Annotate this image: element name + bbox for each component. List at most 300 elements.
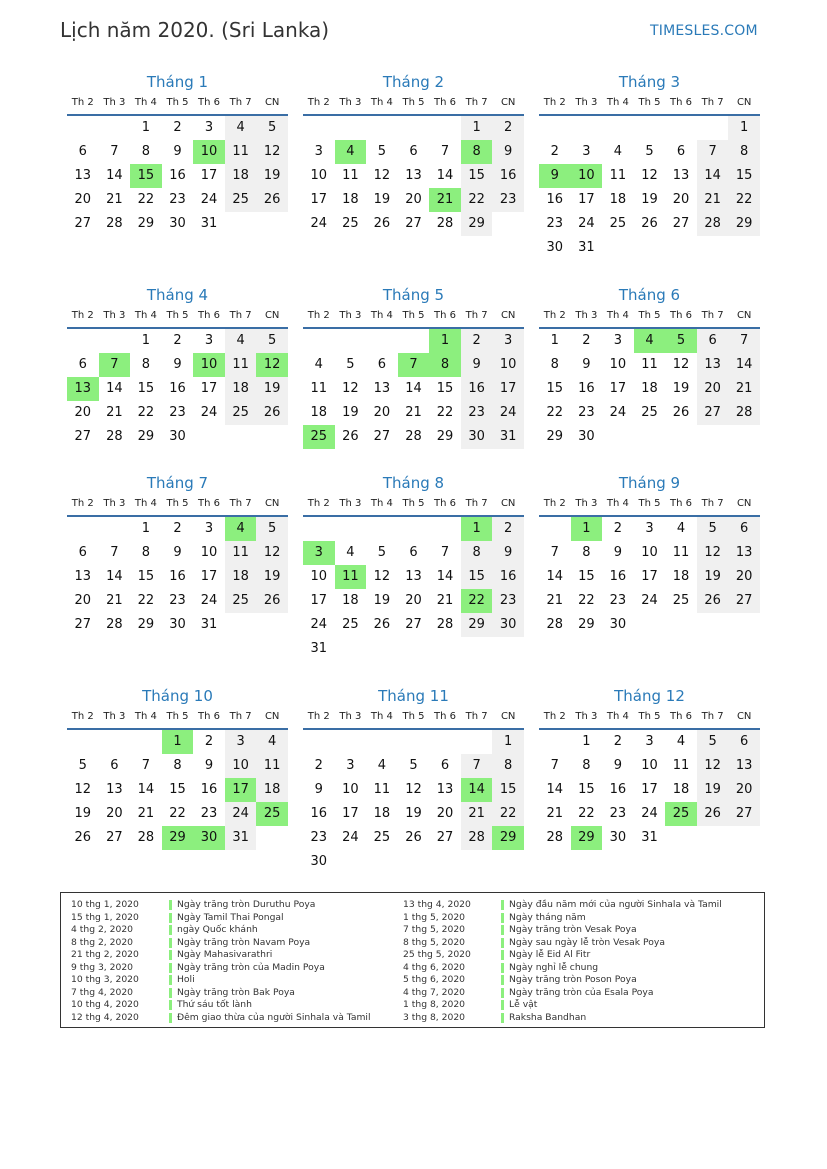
weekday-label: CN (264, 498, 280, 509)
holiday-day-cell: 8 (429, 353, 461, 377)
day-cell: 10 (641, 758, 658, 773)
weekday-label: Th 6 (670, 97, 693, 108)
day-cell: 5 (346, 357, 355, 372)
legend-date: 7 thg 4, 2020 (71, 986, 134, 998)
legend-item (403, 912, 758, 925)
month-title: Tháng 2 (382, 73, 445, 91)
day-cell: 6 (78, 144, 87, 159)
day-cell: 2 (204, 734, 214, 749)
day-cell: 5 (377, 144, 387, 159)
weekday-label: Th 7 (701, 498, 724, 509)
day-cell: 15 (546, 381, 564, 396)
day-cell: 27 (405, 617, 422, 632)
weekday-label: Th 6 (434, 310, 457, 321)
legend-color-swatch (501, 963, 504, 973)
month-block (303, 471, 524, 661)
legend-date: 4 thg 7, 2020 (403, 986, 466, 998)
weekday-label: Th 7 (465, 310, 488, 321)
day-cell: 16 (609, 569, 627, 584)
day-cell: 23 (169, 405, 186, 420)
day-cell: 26 (672, 405, 690, 420)
day-cell: 2 (173, 521, 182, 536)
day-cell: 21 (546, 806, 564, 821)
day-cell: 17 (200, 168, 218, 183)
legend-color-swatch (501, 950, 504, 960)
weekday-label: Th 5 (402, 97, 425, 108)
weekday-label: Th 3 (339, 97, 362, 108)
month-block (67, 283, 288, 473)
legend-holiday-name: ngày Quốc khánh (177, 924, 258, 935)
day-cell: 3 (613, 333, 623, 348)
day-cell: 20 (728, 565, 760, 589)
day-cell: 20 (74, 192, 92, 207)
weekday-label: Th 7 (465, 97, 488, 108)
weekday-label: Th 2 (71, 498, 94, 509)
day-cell: 30 (310, 854, 328, 869)
day-cell: 23 (169, 192, 186, 207)
holiday-day-cell: 22 (461, 589, 493, 613)
weekday-label: Th 3 (339, 498, 362, 509)
weekday-label: Th 3 (339, 711, 362, 722)
day-cell: 8 (141, 357, 151, 372)
month-title: Tháng 5 (382, 286, 445, 304)
weekday-label: Th 5 (402, 498, 425, 509)
day-cell: 17 (310, 593, 328, 608)
day-cell: 6 (728, 517, 760, 541)
weekday-header (67, 307, 288, 329)
day-cell: 8 (492, 754, 524, 778)
legend-holiday-name: Holi (177, 974, 195, 985)
weekday-label: Th 6 (198, 310, 221, 321)
weekday-label: Th 4 (370, 97, 393, 108)
day-cell: 22 (137, 192, 155, 207)
legend-date: 4 thg 6, 2020 (403, 961, 466, 973)
day-cell: 2 (173, 333, 182, 348)
holiday-day-cell: 25 (303, 425, 335, 449)
day-cell: 2 (550, 144, 559, 159)
day-cell: 4 (225, 116, 257, 140)
legend-holiday-name: Đêm giao thừa của người Sinhala và Tamil (177, 1011, 371, 1023)
day-grid (303, 517, 524, 661)
month-block (539, 471, 760, 661)
day-cell: 18 (672, 569, 690, 584)
legend-item (71, 987, 401, 1000)
day-cell: 24 (578, 216, 595, 231)
legend-color-swatch (501, 1000, 504, 1010)
day-cell: 9 (582, 357, 591, 372)
day-cell: 31 (200, 617, 218, 632)
day-cell: 8 (461, 541, 493, 565)
day-cell: 22 (137, 405, 155, 420)
weekday-label: Th 3 (103, 97, 126, 108)
holiday-day-cell: 14 (461, 778, 493, 802)
day-cell: 21 (405, 405, 422, 420)
weekday-label: Th 6 (670, 711, 693, 722)
day-cell: 31 (641, 830, 658, 845)
weekday-label: CN (736, 498, 752, 509)
day-cell: 20 (106, 806, 123, 821)
legend-date: 1 thg 5, 2020 (403, 911, 466, 923)
day-cell: 4 (676, 521, 686, 536)
day-cell: 20 (74, 405, 92, 420)
day-cell: 22 (436, 405, 454, 420)
day-cell: 28 (106, 617, 123, 632)
weekday-label: Th 7 (229, 498, 252, 509)
day-cell: 24 (310, 216, 328, 231)
weekday-header (303, 495, 524, 517)
day-cell: 19 (697, 778, 729, 802)
day-cell: 27 (405, 216, 422, 231)
weekday-label: Th 4 (606, 310, 629, 321)
day-cell: 8 (141, 545, 151, 560)
day-grid (67, 517, 288, 661)
day-cell: 14 (106, 168, 123, 183)
day-cell: 24 (200, 192, 218, 207)
day-cell: 7 (728, 329, 760, 353)
holiday-day-cell: 1 (461, 517, 493, 541)
month-block (303, 283, 524, 473)
weekday-label: Th 4 (134, 310, 157, 321)
legend-color-swatch (169, 925, 172, 935)
day-cell: 21 (106, 192, 123, 207)
weekday-label: Th 4 (134, 97, 157, 108)
day-cell: 9 (461, 353, 493, 377)
day-cell: 22 (492, 802, 524, 826)
weekday-label: CN (500, 97, 516, 108)
day-cell: 16 (169, 168, 186, 183)
day-cell: 8 (173, 758, 182, 773)
weekday-label: Th 4 (134, 498, 157, 509)
day-cell: 13 (728, 541, 760, 565)
legend-item (403, 987, 758, 1000)
holiday-day-cell: 25 (256, 802, 288, 826)
legend-color-swatch (169, 938, 172, 948)
day-cell: 13 (697, 353, 729, 377)
day-cell: 3 (346, 758, 355, 773)
weekday-header (539, 495, 760, 517)
day-cell: 21 (461, 802, 493, 826)
weekday-label: CN (500, 498, 516, 509)
day-cell: 21 (728, 377, 760, 401)
legend-date: 15 thg 1, 2020 (71, 911, 139, 923)
day-cell: 16 (609, 782, 627, 797)
weekday-label: Th 4 (370, 498, 393, 509)
legend-item (71, 999, 401, 1012)
site-link[interactable]: TIMESLES.COM (650, 23, 758, 39)
month-block (67, 684, 288, 874)
day-cell: 30 (461, 425, 493, 449)
legend-color-swatch (169, 1000, 172, 1010)
weekday-label: CN (264, 97, 280, 108)
day-cell: 28 (436, 216, 454, 231)
day-cell: 22 (461, 188, 493, 212)
day-cell: 6 (78, 357, 87, 372)
day-cell: 18 (225, 164, 257, 188)
day-cell: 14 (436, 569, 454, 584)
day-cell: 11 (225, 353, 257, 377)
weekday-header (303, 307, 524, 329)
day-cell: 27 (672, 216, 690, 231)
day-cell: 21 (106, 405, 123, 420)
day-cell: 24 (225, 802, 257, 826)
legend-item (71, 937, 401, 950)
holiday-day-cell: 30 (193, 826, 225, 850)
weekday-header (67, 94, 288, 116)
weekday-label: Th 7 (229, 97, 252, 108)
day-cell: 12 (256, 140, 288, 164)
legend-holiday-name: Ngày đầu năm mới của người Sinhala và Tamil (509, 899, 722, 910)
month-title: Tháng 6 (618, 286, 681, 304)
weekday-label: Th 6 (434, 711, 457, 722)
weekday-label: Th 6 (670, 498, 693, 509)
holiday-day-cell: 25 (665, 802, 697, 826)
holiday-day-cell: 3 (303, 541, 335, 565)
day-cell: 24 (492, 401, 524, 425)
weekday-label: CN (500, 310, 516, 321)
day-cell: 20 (728, 778, 760, 802)
day-cell: 3 (314, 144, 323, 159)
month-block (539, 283, 760, 473)
day-cell: 11 (641, 357, 658, 372)
legend-holiday-name: Ngày lễ Eid Al Fitr (509, 949, 591, 960)
weekday-label: CN (736, 97, 752, 108)
day-cell: 2 (582, 333, 591, 348)
day-cell: 4 (256, 730, 288, 754)
legend-date: 1 thg 8, 2020 (403, 999, 466, 1010)
day-cell: 10 (342, 782, 359, 797)
day-cell: 18 (256, 778, 288, 802)
legend-holiday-name: Ngày trăng tròn Bak Poya (177, 986, 295, 998)
legend-color-swatch (501, 913, 504, 923)
day-cell: 27 (436, 830, 454, 845)
day-cell: 4 (676, 734, 686, 749)
holiday-day-cell: 8 (461, 140, 493, 164)
legend-item (71, 974, 401, 987)
day-cell: 2 (173, 120, 182, 135)
legend-date: 10 thg 4, 2020 (71, 999, 139, 1010)
legend-item (71, 912, 401, 925)
day-cell: 17 (310, 192, 328, 207)
legend-holiday-name: Raksha Bandhan (509, 1011, 587, 1023)
day-cell: 27 (697, 401, 729, 425)
day-cell: 26 (373, 617, 391, 632)
day-cell: 28 (728, 401, 760, 425)
day-cell: 28 (436, 617, 454, 632)
weekday-label: Th 4 (370, 310, 393, 321)
legend-item (403, 974, 758, 987)
day-cell: 27 (728, 589, 760, 613)
day-cell: 23 (492, 188, 524, 212)
month-block (303, 684, 524, 874)
day-cell: 24 (609, 405, 627, 420)
legend-item (403, 1012, 758, 1025)
day-cell: 17 (641, 782, 658, 797)
day-cell: 7 (440, 144, 450, 159)
day-cell: 25 (609, 216, 627, 231)
day-cell: 17 (342, 806, 359, 821)
day-cell: 26 (74, 830, 92, 845)
day-cell: 5 (409, 758, 418, 773)
day-cell: 11 (225, 541, 257, 565)
legend-item (403, 924, 758, 937)
day-cell: 14 (546, 569, 564, 584)
day-cell: 6 (78, 545, 87, 560)
weekday-label: Th 3 (103, 310, 126, 321)
day-cell: 12 (74, 782, 92, 797)
weekday-label: Th 3 (103, 498, 126, 509)
day-cell: 24 (200, 405, 218, 420)
day-cell: 31 (200, 216, 218, 231)
day-grid (303, 730, 524, 874)
holiday-day-cell: 1 (571, 517, 603, 541)
day-cell: 31 (578, 240, 595, 255)
day-cell: 27 (74, 429, 92, 444)
legend-holiday-name: Ngày sau ngày lễ tròn Vesak Poya (509, 936, 665, 948)
day-cell: 6 (409, 144, 418, 159)
day-cell: 3 (204, 120, 214, 135)
day-cell: 23 (492, 589, 524, 613)
month-title: Tháng 8 (382, 474, 445, 492)
day-cell: 1 (728, 116, 760, 140)
day-cell: 26 (256, 188, 288, 212)
holiday-legend (60, 892, 765, 1028)
weekday-label: Th 2 (71, 97, 94, 108)
day-cell: 15 (169, 782, 186, 797)
day-cell: 22 (728, 188, 760, 212)
legend-color-swatch (501, 925, 504, 935)
day-cell: 23 (546, 216, 564, 231)
legend-color-swatch (169, 975, 172, 985)
day-cell: 27 (106, 830, 123, 845)
holiday-day-cell: 21 (429, 188, 461, 212)
day-cell: 29 (728, 212, 760, 236)
day-cell: 17 (492, 377, 524, 401)
day-cell: 6 (676, 144, 686, 159)
legend-holiday-name: Ngày trăng tròn Navam Poya (177, 936, 311, 948)
holiday-day-cell: 29 (162, 826, 194, 850)
day-cell: 17 (641, 569, 658, 584)
day-cell: 1 (141, 333, 151, 348)
day-cell: 31 (225, 826, 257, 850)
day-cell: 18 (672, 782, 690, 797)
weekday-header (67, 495, 288, 517)
day-cell: 8 (728, 140, 760, 164)
holiday-day-cell: 10 (571, 164, 603, 188)
day-cell: 24 (641, 806, 658, 821)
day-cell: 7 (550, 758, 559, 773)
day-cell: 9 (173, 144, 182, 159)
day-cell: 11 (310, 381, 328, 396)
day-cell: 16 (310, 806, 328, 821)
legend-holiday-name: Thứ sáu tốt lành (177, 999, 252, 1010)
day-cell: 3 (204, 333, 214, 348)
day-cell: 18 (310, 405, 328, 420)
day-cell: 16 (492, 164, 524, 188)
day-cell: 18 (373, 806, 391, 821)
day-cell: 28 (137, 830, 155, 845)
weekday-label: Th 2 (307, 310, 330, 321)
day-cell: 11 (672, 545, 690, 560)
legend-holiday-name: Ngày trăng tròn Vesak Poya (509, 924, 637, 935)
day-cell: 19 (256, 565, 288, 589)
weekday-label: Th 4 (134, 711, 157, 722)
legend-color-swatch (169, 913, 172, 923)
weekday-label: Th 5 (402, 310, 425, 321)
day-cell: 22 (137, 593, 155, 608)
day-cell: 29 (546, 429, 564, 444)
legend-date: 3 thg 8, 2020 (403, 1011, 466, 1023)
weekday-header (539, 94, 760, 116)
day-cell: 17 (609, 381, 627, 396)
holiday-day-cell: 29 (492, 826, 524, 850)
legend-color-swatch (169, 1013, 172, 1023)
day-cell: 2 (461, 329, 493, 353)
legend-item (71, 949, 401, 962)
legend-color-swatch (501, 900, 504, 910)
day-cell: 23 (200, 806, 218, 821)
weekday-label: Th 3 (339, 310, 362, 321)
legend-holiday-name: Ngày nghỉ lễ chung (509, 961, 599, 973)
holiday-day-cell: 9 (539, 164, 571, 188)
day-cell: 25 (641, 405, 658, 420)
day-cell: 4 (314, 357, 323, 372)
day-cell: 9 (492, 541, 524, 565)
holiday-day-cell: 15 (130, 164, 162, 188)
day-cell: 23 (169, 593, 186, 608)
day-cell: 23 (578, 405, 595, 420)
day-cell: 3 (582, 144, 591, 159)
day-cell: 22 (169, 806, 186, 821)
day-cell: 10 (641, 545, 658, 560)
legend-date: 4 thg 2, 2020 (71, 924, 134, 935)
day-cell: 29 (137, 216, 155, 231)
day-cell: 19 (641, 192, 658, 207)
day-cell: 15 (461, 565, 493, 589)
weekday-label: Th 3 (575, 498, 598, 509)
weekday-label: CN (264, 310, 280, 321)
day-cell: 18 (641, 381, 658, 396)
day-cell: 2 (492, 116, 524, 140)
legend-date: 7 thg 5, 2020 (403, 924, 466, 935)
day-cell: 16 (169, 381, 186, 396)
legend-holiday-name: Ngày trăng tròn Poson Poya (509, 974, 637, 985)
holiday-day-cell: 13 (67, 377, 99, 401)
day-cell: 14 (436, 168, 454, 183)
legend-date: 12 thg 4, 2020 (71, 1011, 139, 1023)
day-cell: 13 (436, 782, 454, 797)
day-cell: 12 (641, 168, 658, 183)
day-cell: 16 (200, 782, 218, 797)
day-cell: 3 (645, 734, 654, 749)
day-cell: 1 (461, 116, 493, 140)
day-cell: 30 (609, 830, 627, 845)
day-cell: 27 (728, 802, 760, 826)
day-cell: 1 (141, 521, 151, 536)
weekday-label: Th 5 (166, 498, 189, 509)
weekday-label: Th 7 (701, 310, 724, 321)
day-cell: 5 (256, 517, 288, 541)
day-cell: 5 (78, 758, 87, 773)
day-cell: 17 (200, 569, 218, 584)
day-cell: 14 (728, 353, 760, 377)
day-cell: 10 (609, 357, 627, 372)
day-cell: 25 (672, 593, 690, 608)
weekday-label: Th 7 (229, 711, 252, 722)
page-title: Lịch năm 2020. (Sri Lanka) (60, 18, 330, 42)
day-cell: 30 (492, 613, 524, 637)
day-cell: 7 (110, 144, 119, 159)
weekday-header (303, 708, 524, 730)
